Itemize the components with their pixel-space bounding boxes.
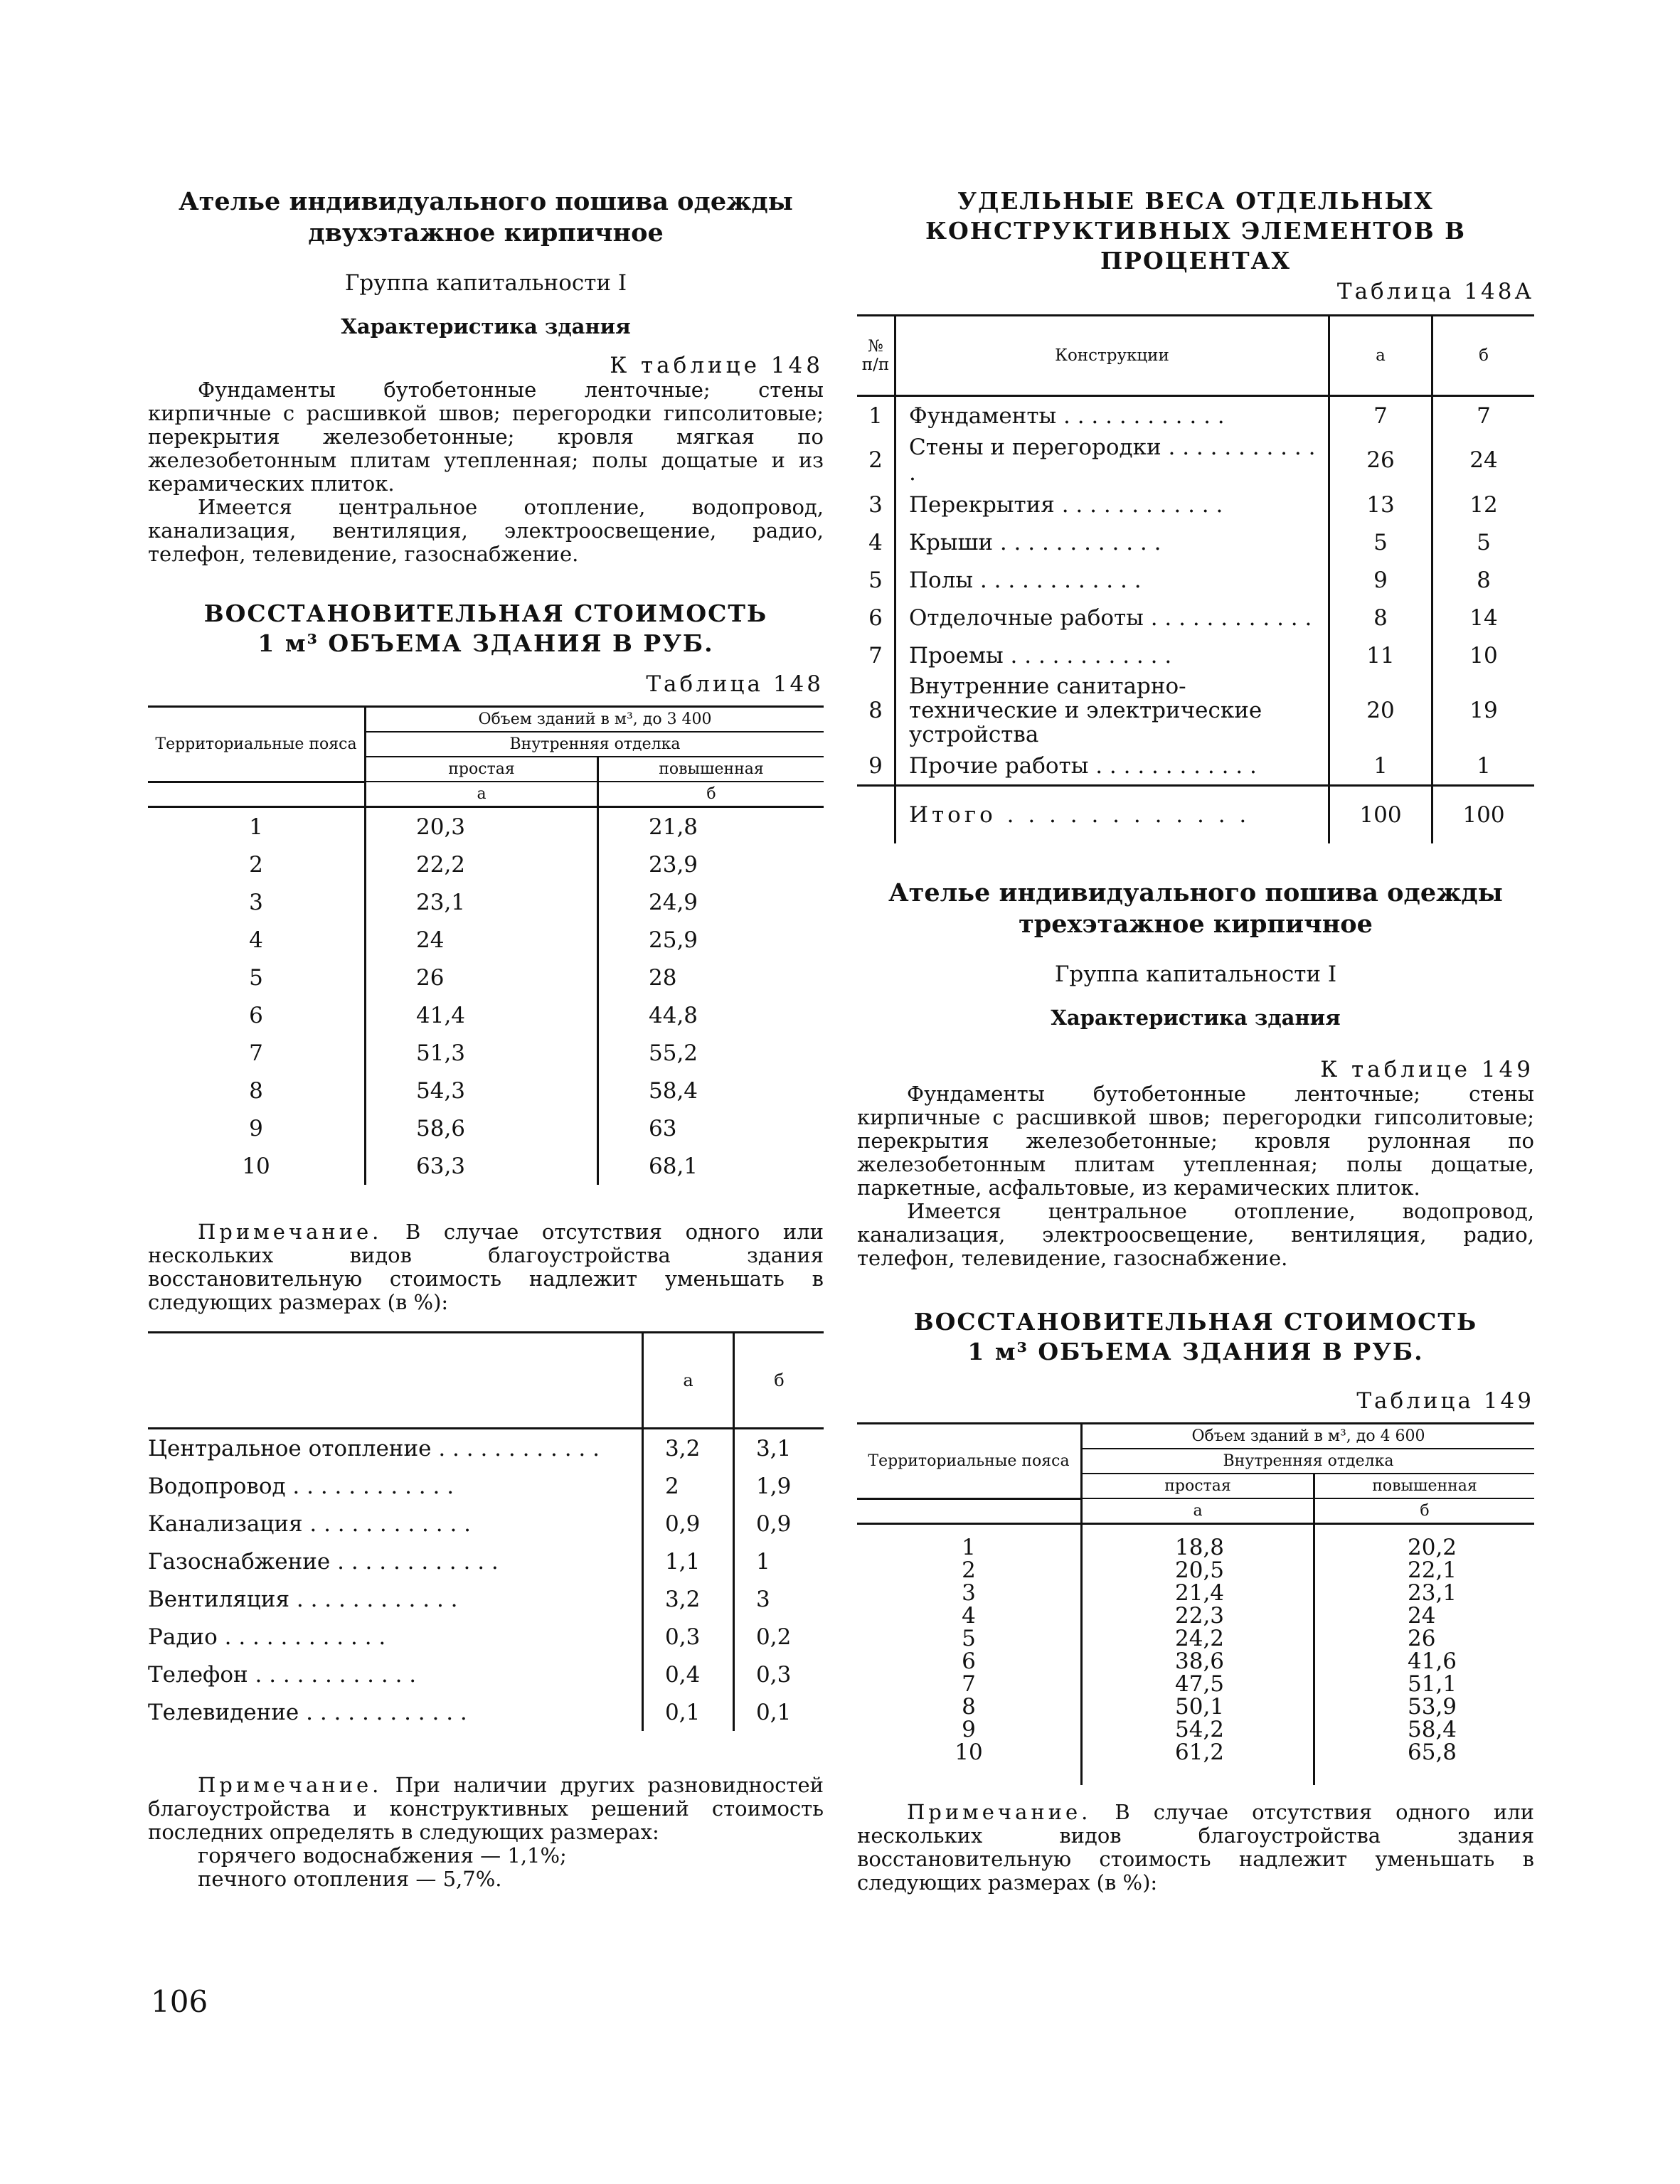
weights-heading bbox=[857, 186, 1534, 276]
note-line-stove-heating: печного отопления — 5,7%. bbox=[198, 1867, 502, 1891]
utilities-description: Имеется центральное отопление, водопровод, канализация, электроосвещение, вентиляция, радио, телефон, телевидение, газоснабжение. bbox=[857, 1199, 1534, 1270]
col-b: б bbox=[1314, 1498, 1535, 1524]
col-zone: Территориальные пояса bbox=[857, 1424, 1082, 1499]
table-row: 1 18,8 20,2 bbox=[857, 1524, 1534, 1560]
col-simple: простая bbox=[1082, 1474, 1314, 1498]
table-row: 4 24 25,9 bbox=[148, 921, 824, 959]
cost-heading-line-2: 1 м³ ОБЪЕМА ЗДАНИЯ В РУБ. bbox=[257, 629, 714, 657]
table-label: Таблица 148 bbox=[646, 671, 824, 697]
note-label: Примечание. bbox=[198, 1773, 383, 1797]
table-row: 10 61,2 65,8 bbox=[857, 1741, 1534, 1785]
col-b: б bbox=[734, 1333, 824, 1429]
note-text: При наличии других разновидностей благоустройства и конструктивных решений стоимость последних определять в следующих размерах: bbox=[148, 1773, 824, 1844]
characteristics-heading: Характеристика здания bbox=[1051, 1006, 1341, 1030]
weights-table-148a bbox=[857, 314, 1534, 843]
cost-heading bbox=[148, 599, 824, 659]
col-improved: повышенная bbox=[598, 757, 824, 782]
cost-heading-line-1: ВОССТАНОВИТЕЛЬНАЯ СТОИМОСТЬ bbox=[913, 1308, 1478, 1336]
table-row: Радио . . . 0,3 0,2 bbox=[148, 1618, 824, 1656]
note-label: Примечание. bbox=[198, 1220, 383, 1244]
table-row: Водопровод . . . 2 1,9 bbox=[148, 1467, 824, 1505]
table-row: 5 24,2 26 bbox=[857, 1627, 1534, 1650]
utilities-description: Имеется центральное отопление, водопровод, канализация, вентиляция, электроосвещение, радио, телефон, телевидение, газоснабжение. bbox=[148, 495, 824, 566]
col-finish: Внутренняя отделка bbox=[366, 732, 824, 757]
table-row: 10 63,3 68,1 bbox=[148, 1147, 824, 1185]
cost-heading bbox=[857, 1307, 1534, 1367]
table-row: 2 Стены и перегородки . . . 26 24 bbox=[857, 435, 1534, 486]
table-row: 6 Отделочные работы . . . 8 14 bbox=[857, 599, 1534, 636]
note-text: В случае отсутствия одного или нескольких видов благоустройства здания восстановительную стоимость надлежит уменьшать в следующих размерах (в %): bbox=[148, 1220, 824, 1314]
table-row: 6 41,4 44,8 bbox=[148, 996, 824, 1034]
note-label: Примечание. bbox=[907, 1800, 1092, 1824]
table-row: 8 50,1 53,9 bbox=[857, 1695, 1534, 1718]
section-title bbox=[857, 878, 1534, 940]
note-1 bbox=[148, 1220, 824, 1314]
col-zone: Территориальные пояса bbox=[148, 707, 366, 782]
table-row: Телевидение . . . 0,1 0,1 bbox=[148, 1693, 824, 1731]
left-column bbox=[148, 186, 824, 1891]
table-row: 1 20,3 21,8 bbox=[148, 807, 824, 846]
col-a: а bbox=[1329, 316, 1432, 396]
total-row: Итого . . . 100 100 bbox=[857, 786, 1534, 844]
col-b: б bbox=[1432, 316, 1535, 396]
col-a: а bbox=[643, 1333, 734, 1429]
table-row: 7 Проемы . . . 11 10 bbox=[857, 636, 1534, 674]
table-row: 9 54,2 58,4 bbox=[857, 1718, 1534, 1741]
col-volume: Объем зданий в м³, до 3 400 bbox=[366, 707, 824, 733]
col-no: № п/п bbox=[857, 316, 895, 396]
cost-heading-line-1: ВОССТАНОВИТЕЛЬНАЯ СТОИМОСТЬ bbox=[203, 600, 768, 627]
table-reference: К таблице 148 bbox=[610, 353, 824, 378]
table-row: 7 47,5 51,1 bbox=[857, 1673, 1534, 1695]
note-text: В случае отсутствия одного или нескольких видов благоустройства здания восстановительную стоимость надлежит уменьшать в следующих размерах (в %): bbox=[857, 1800, 1534, 1895]
table-row: 8 54,3 58,4 bbox=[148, 1072, 824, 1109]
table-row: 9 Прочие работы . . . 1 1 bbox=[857, 747, 1534, 786]
table-row: 6 38,6 41,6 bbox=[857, 1650, 1534, 1673]
table-row: 5 26 28 bbox=[148, 959, 824, 996]
col-volume: Объем зданий в м³, до 4 600 bbox=[1082, 1424, 1535, 1449]
table-row: Канализация . . . 0,9 0,9 bbox=[148, 1505, 824, 1543]
table-row: 5 Полы . . . 9 8 bbox=[857, 561, 1534, 599]
table-row: Газоснабжение . . . 1,1 1 bbox=[148, 1543, 824, 1580]
right-column bbox=[857, 186, 1534, 1895]
note-line-hot-water: горячего водоснабжения — 1,1%; bbox=[198, 1843, 567, 1868]
cost-table-148 bbox=[148, 705, 824, 1185]
col-b: б bbox=[598, 782, 824, 807]
col-a: а bbox=[1082, 1498, 1314, 1524]
title-line-2: двухэтажное кирпичное bbox=[308, 218, 664, 247]
table-label: Таблица 149 bbox=[1356, 1388, 1534, 1414]
table-row: 3 23,1 24,9 bbox=[148, 883, 824, 921]
table-row: Центральное отопление . . . 3,2 3,1 bbox=[148, 1429, 824, 1468]
table-row: 3 21,4 23,1 bbox=[857, 1582, 1534, 1604]
cost-heading-line-2: 1 м³ ОБЪЕМА ЗДАНИЯ В РУБ. bbox=[967, 1338, 1424, 1365]
table-row: 2 22,2 23,9 bbox=[148, 846, 824, 883]
page-number: 106 bbox=[151, 1984, 208, 2019]
table-row: 8 Внутренние санитарно-технические и электрические устройства 20 19 bbox=[857, 674, 1534, 747]
col-a: а bbox=[366, 782, 598, 807]
weights-heading-line-2: КОНСТРУКТИВНЫХ ЭЛЕМЕНТОВ В ПРОЦЕНТАХ bbox=[925, 217, 1466, 275]
section-title bbox=[148, 186, 824, 249]
characteristics-heading: Характеристика здания bbox=[341, 314, 631, 339]
weights-heading-line-1: УДЕЛЬНЫЕ ВЕСА ОТДЕЛЬНЫХ bbox=[957, 187, 1434, 215]
title-line-1: Ателье индивидуального пошива одежды bbox=[888, 878, 1503, 907]
title-line-1: Ателье индивидуального пошива одежды bbox=[179, 187, 793, 216]
construction-description: Фундаменты бутобетонные ленточные; стены кирпичные с расшивкой швов; перегородки гипсолитовые; перекрытия железобетонные; кровля рулонная по железобетонным плитам утепленная; полы дощатые, паркетные, асфальтовые, из керамических плиток. bbox=[857, 1082, 1534, 1200]
table-row: 4 22,3 24 bbox=[857, 1604, 1534, 1627]
table-label: Таблица 148А bbox=[1336, 279, 1534, 304]
col-simple: простая bbox=[366, 757, 598, 782]
table-row: 2 20,5 22,1 bbox=[857, 1559, 1534, 1582]
table-row: Вентиляция . . . 3,2 3 bbox=[148, 1580, 824, 1618]
table-reference: К таблице 149 bbox=[1320, 1057, 1534, 1082]
col-finish: Внутренняя отделка bbox=[1082, 1449, 1535, 1474]
capital-group: Группа капитальности I bbox=[344, 270, 627, 296]
equipment-reduction-table bbox=[148, 1331, 824, 1731]
table-row: Телефон . . . 0,4 0,3 bbox=[148, 1656, 824, 1693]
table-row: 7 51,3 55,2 bbox=[148, 1034, 824, 1072]
table-row: 4 Крыши . . . 5 5 bbox=[857, 523, 1534, 561]
note-2 bbox=[148, 1774, 824, 1891]
title-line-2: трехэтажное кирпичное bbox=[1019, 910, 1373, 939]
note-3 bbox=[857, 1801, 1534, 1895]
capital-group: Группа капитальности I bbox=[1054, 962, 1337, 987]
table-row: 1 Фундаменты . . . 7 7 bbox=[857, 396, 1534, 435]
cost-table-149 bbox=[857, 1422, 1534, 1785]
table-row: 9 58,6 63 bbox=[148, 1109, 824, 1147]
table-row: 3 Перекрытия . . . 13 12 bbox=[857, 486, 1534, 523]
col-improved: повышенная bbox=[1314, 1474, 1535, 1498]
col-construction: Конструкции bbox=[895, 316, 1329, 396]
construction-description: Фундаменты бутобетонные ленточные; стены кирпичные с расшивкой швов; перегородки гипсолитовые; перекрытия железобетонные; кровля мягкая по железобетонным плитам утепленная; полы дощатые и из керамических плиток. bbox=[148, 378, 824, 496]
